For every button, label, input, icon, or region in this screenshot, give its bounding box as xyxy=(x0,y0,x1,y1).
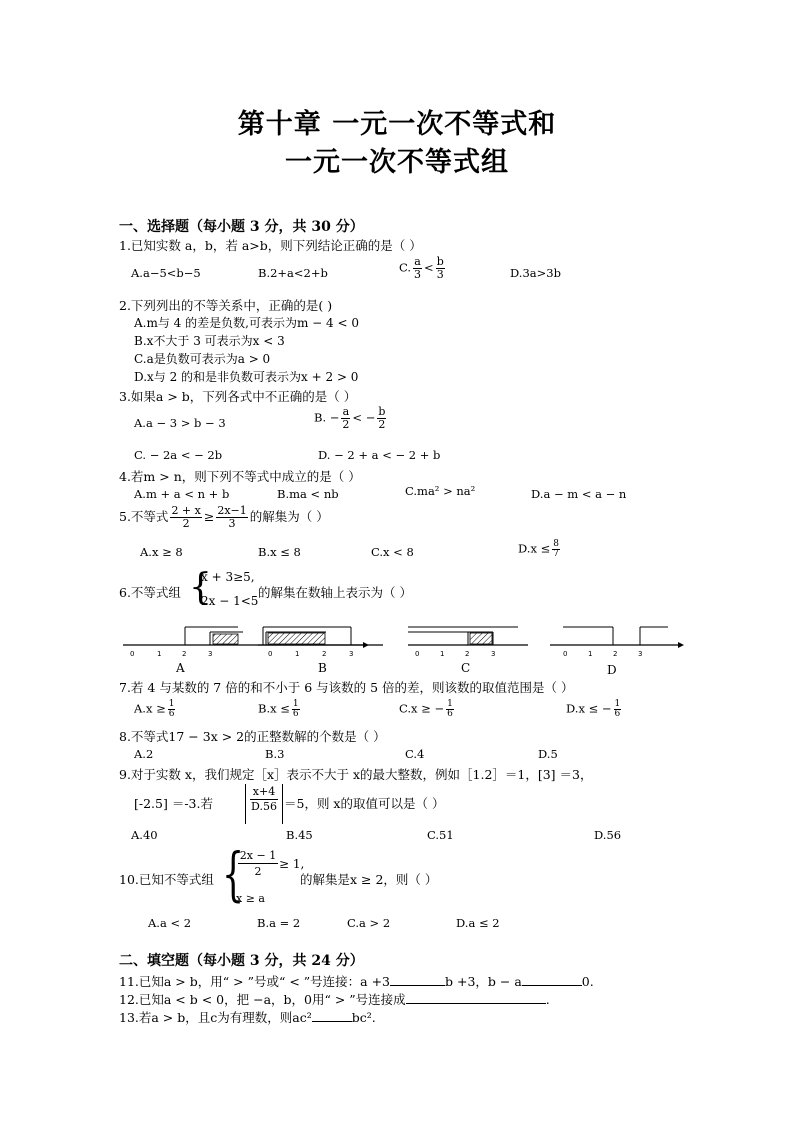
question-5-stem: 5.不等式 $\frac{2 + x}{2}$ ≥ $\frac{2x-1}{3}$ 的解集为（ ） xyxy=(119,504,329,530)
q6-system-line1: x + 3≥5, xyxy=(201,570,255,584)
question-4-stem: 4.若m > n，则下列不等式中成立的是（ ） xyxy=(119,469,361,484)
q5-option-b: B.x ≤ 8 xyxy=(258,545,301,559)
number-line-label-b: B xyxy=(318,661,327,675)
q1-option-b: B.2+a<2+b xyxy=(258,266,328,280)
q7-option-a: A.x ≥ $\frac{1}{6}$ xyxy=(134,699,175,719)
svg-text:0: 0 xyxy=(415,650,420,658)
q7-option-b: B.x ≤ $\frac{1}{6}$ xyxy=(258,699,299,719)
svg-text:2: 2 xyxy=(613,650,618,658)
svg-text:1: 1 xyxy=(440,650,445,658)
q6-number-lines xyxy=(118,618,688,680)
q4-option-b: B.ma < nb xyxy=(277,487,339,501)
q3-option-b: B. − $\frac{a}{2}$ < − $\frac{b}{2}$ xyxy=(314,405,386,431)
q10-option-c: C.a > 2 xyxy=(347,916,391,930)
svg-text:1: 1 xyxy=(295,650,300,658)
question-1-stem: 1.已知实数 a，b，若 a>b，则下列结论正确的是（ ） xyxy=(119,238,422,253)
q4-option-a: A.m + a < n + b xyxy=(134,487,230,501)
q4-option-d: D.a − m < a − n xyxy=(531,487,627,501)
number-line-label-d: D xyxy=(607,663,617,677)
q6-system-line2: 2x − 1<5 xyxy=(201,594,259,608)
question-9-stem-line2-post: ＝5，则 x的取值可以是（ ） xyxy=(284,796,445,811)
question-13: 13.若a > b，且c为有理数，则ac² bc². xyxy=(119,1010,376,1025)
number-line-label-a: A xyxy=(176,661,185,675)
q12-blank[interactable] xyxy=(406,991,546,1004)
q9-option-c: C.51 xyxy=(427,828,454,842)
q9-fraction: x+4 D.56 xyxy=(251,785,277,813)
svg-text:3: 3 xyxy=(638,650,643,658)
number-line-b xyxy=(258,627,383,658)
q10-system-line2: x ≥ a xyxy=(236,892,265,905)
q3-option-a: A.a − 3 > b − 3 xyxy=(134,416,226,430)
q10-option-a: A.a < 2 xyxy=(148,916,192,930)
q8-option-a: A.2 xyxy=(134,747,154,761)
svg-text:0: 0 xyxy=(130,650,135,658)
svg-text:0: 0 xyxy=(268,650,273,658)
chapter-title-line2: 一元一次不等式组 xyxy=(285,147,509,178)
svg-text:3: 3 xyxy=(349,650,354,658)
q7-option-c: C.x ≥ − $\frac{1}{6}$ xyxy=(399,699,453,719)
q13-blank[interactable] xyxy=(312,1009,352,1022)
q1-option-d: D.3a>3b xyxy=(510,266,561,280)
q2-option-a: A.m与 4 的差是负数,可表示为m − 4 < 0 xyxy=(134,316,359,330)
question-10-pre: 10.已知不等式组 xyxy=(119,872,214,887)
q8-option-d: D.5 xyxy=(538,747,558,761)
q1-option-a: A.a−5<b−5 xyxy=(131,266,201,280)
q10-system-brace: { xyxy=(222,840,245,908)
q7-option-d: D.x ≤ − $\frac{1}{6}$ xyxy=(566,699,621,719)
question-12: 12.已知a < b < 0，把 −a，b，0用“ > ”号连接成 . xyxy=(119,992,550,1007)
question-10-post: 的解集是x ≥ 2，则（ ） xyxy=(300,872,438,887)
number-line-d xyxy=(550,627,684,658)
section-heading-choice: 一、选择题（每小题 3 分，共 30 分） xyxy=(119,219,364,235)
question-8-stem: 8.不等式17 − 3x > 2的正整数解的个数是（ ） xyxy=(119,729,386,744)
svg-text:3: 3 xyxy=(208,650,213,658)
question-2-stem: 2.下列列出的不等关系中，正确的是( ) xyxy=(119,298,333,313)
q5-option-d: D.x ≤ $\frac{8}{7}$ xyxy=(518,539,559,559)
svg-text:1: 1 xyxy=(157,650,162,658)
q3-option-c: C. − 2a < − 2b xyxy=(134,448,223,462)
q9-option-a: A.40 xyxy=(131,828,158,842)
question-9-stem-line2-pre: [-2.5] ＝-3.若 xyxy=(134,796,213,811)
section-heading-fill: 二、填空题（每小题 3 分，共 24 分） xyxy=(119,953,364,969)
chapter-title-line1: 第十章 一元一次不等式和 xyxy=(237,109,557,140)
question-6-post: 的解集在数轴上表示为（ ） xyxy=(258,585,412,600)
question-7-stem: 7.若 4 与某数的 7 倍的和不小于 6 与该数的 5 倍的差，则该数的取值范围是（ ） xyxy=(119,680,574,695)
q10-option-b: B.a = 2 xyxy=(257,916,301,930)
q3-option-d: D. − 2 + a < − 2 + b xyxy=(318,448,441,462)
svg-text:2: 2 xyxy=(182,650,187,658)
q11-blank-1[interactable] xyxy=(390,973,445,986)
q5-option-c: C.x < 8 xyxy=(371,545,414,559)
number-line-label-c: C xyxy=(461,661,471,675)
question-6-pre: 6.不等式组 xyxy=(119,585,181,600)
q2-option-b: B.x不大于 3 可表示为x < 3 xyxy=(134,334,285,348)
number-line-c xyxy=(408,627,528,658)
q2-option-d: D.x与 2 的和是非负数可表示为x + 2 > 0 xyxy=(134,370,359,384)
question-9-stem-line1: 9.对于实数 x，我们规定［x］表示不大于 x的最大整数，例如［1.2］＝1，[3] ＝3， xyxy=(119,767,593,782)
q9-option-d: D.56 xyxy=(594,828,622,842)
svg-text:2: 2 xyxy=(322,650,327,658)
q1-option-c: C. $\frac{a}{3}$ < $\frac{b}{3}$ xyxy=(399,255,444,281)
q4-option-c: C.ma² > na² xyxy=(405,484,476,498)
q6-system-brace: { xyxy=(189,567,212,608)
q2-option-c: C.a是负数可表示为a > 0 xyxy=(134,352,271,366)
q11-blank-2[interactable] xyxy=(522,973,582,986)
q5-option-a: A.x ≥ 8 xyxy=(140,545,183,559)
q10-fraction: 2x − 1 2 xyxy=(239,849,277,878)
svg-text:3: 3 xyxy=(491,650,496,658)
svg-text:2: 2 xyxy=(465,650,470,658)
q8-option-c: C.4 xyxy=(405,747,425,761)
svg-text:1: 1 xyxy=(588,650,593,658)
q8-option-b: B.3 xyxy=(265,747,285,761)
question-3-stem: 3.如果a > b，下列各式中不正确的是（ ） xyxy=(119,389,357,404)
question-11: 11.已知a > b，用“ > ”号或“ < ”号连接：a +3 b +3，b − a 0. xyxy=(119,974,594,989)
q10-line1-post: ≥ 1, xyxy=(279,857,305,871)
q9-option-b: B.45 xyxy=(286,828,313,842)
svg-text:0: 0 xyxy=(563,650,568,658)
number-line-a xyxy=(123,627,369,658)
q10-option-d: D.a ≤ 2 xyxy=(456,916,500,930)
